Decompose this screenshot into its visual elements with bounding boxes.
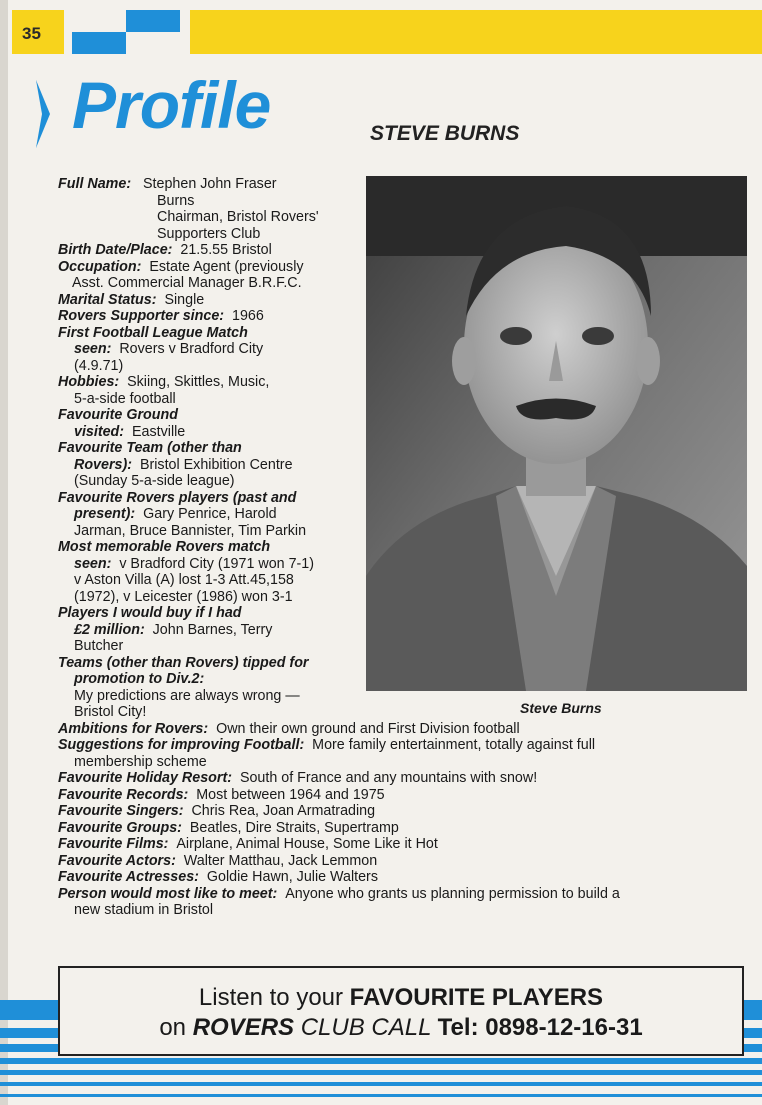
detail-row: Suggestions for improving Football: More family entertainment, totally against full bbox=[58, 737, 596, 753]
detail-row: Most memorable Rovers match bbox=[58, 539, 271, 555]
detail-row: Chairman, Bristol Rovers' bbox=[157, 209, 319, 225]
detail-row: Full Name: Stephen John Fraser bbox=[58, 176, 277, 192]
detail-row: Supporters Club bbox=[157, 225, 261, 242]
club-call-advert bbox=[58, 966, 744, 1056]
decor-block-blue bbox=[126, 10, 180, 32]
detail-row: Favourite Actors: Walter Matthau, Jack Lemmon bbox=[58, 852, 378, 869]
stripe bbox=[0, 1094, 762, 1097]
detail-row: seen: Rovers v Bradford City bbox=[74, 341, 264, 357]
detail-row: Asst. Commercial Manager B.R.F.C. bbox=[72, 275, 302, 291]
detail-row: Birth Date/Place: 21.5.55 Bristol bbox=[58, 242, 272, 258]
profile-details bbox=[58, 176, 723, 919]
advert-line-2: on ROVERS CLUB CALL Tel: 0898-12-16-31 bbox=[159, 1014, 643, 1041]
decor-block-blue bbox=[72, 32, 126, 54]
detail-row: Favourite Holiday Resort: South of France and any mountains with snow! bbox=[58, 770, 538, 786]
detail-row: Rovers Supporter since: 1966 bbox=[58, 308, 264, 324]
detail-row: Favourite Films: Airplane, Animal House, Some Like it Hot bbox=[58, 836, 438, 852]
detail-row: Ambitions for Rovers: Own their own ground and First Division football bbox=[58, 720, 520, 737]
detail-row: Favourite Actresses: Goldie Hawn, Julie Walters bbox=[58, 869, 378, 885]
photo-caption: Steve Burns bbox=[520, 700, 602, 716]
detail-row: Butcher bbox=[74, 638, 124, 654]
detail-row: Favourite Records: Most between 1964 and 1975 bbox=[58, 786, 385, 803]
detail-row: My predictions are always wrong — bbox=[74, 687, 300, 704]
subject-name: STEVE BURNS bbox=[370, 122, 520, 145]
header-bar bbox=[190, 10, 762, 54]
detail-row: seen: v Bradford City (1971 won 7-1) bbox=[74, 555, 314, 572]
detail-row: promotion to Div.2: bbox=[74, 671, 205, 687]
detail-row: (Sunday 5-a-side league) bbox=[74, 473, 235, 489]
page-gutter bbox=[0, 0, 8, 1105]
detail-row: First Football League Match bbox=[58, 324, 248, 341]
detail-row: Favourite Team (other than bbox=[58, 440, 242, 456]
page-title: Profile bbox=[72, 68, 271, 142]
detail-row: v Aston Villa (A) lost 1-3 Att.45,158 bbox=[74, 572, 294, 588]
chevron-icon-cut bbox=[36, 80, 42, 148]
detail-row: Occupation: Estate Agent (previously bbox=[58, 258, 304, 275]
detail-row: Jarman, Bruce Bannister, Tim Parkin bbox=[74, 522, 307, 539]
advert-line-1: Listen to your FAVOURITE PLAYERS bbox=[198, 984, 604, 1011]
detail-row: Favourite Singers: Chris Rea, Joan Armatrading bbox=[58, 803, 376, 819]
detail-row: Favourite Rovers players (past and bbox=[58, 489, 297, 506]
detail-row: membership scheme bbox=[74, 753, 207, 770]
stripe bbox=[0, 1070, 762, 1075]
detail-row: new stadium in Bristol bbox=[74, 902, 214, 918]
detail-row: Favourite Ground bbox=[58, 407, 178, 423]
stripe bbox=[0, 1082, 762, 1086]
detail-row: present): Gary Penrice, Harold bbox=[74, 506, 277, 522]
detail-row: Favourite Groups: Beatles, Dire Straits, Supertramp bbox=[58, 819, 399, 836]
detail-row: Rovers): Bristol Exhibition Centre bbox=[74, 456, 293, 473]
detail-row: (1972), v Leicester (1986) won 3-1 bbox=[74, 588, 293, 605]
stripe bbox=[0, 1058, 762, 1064]
detail-row: Burns bbox=[157, 192, 195, 209]
detail-row: visited: Eastville bbox=[74, 423, 186, 440]
detail-row: (4.9.71) bbox=[74, 357, 124, 374]
detail-row: Teams (other than Rovers) tipped for bbox=[58, 654, 309, 671]
detail-row: Marital Status: Single bbox=[58, 291, 205, 308]
page-number: 35 bbox=[22, 24, 41, 43]
detail-row: Person would most like to meet: Anyone who grants us planning permission to build a bbox=[58, 885, 620, 902]
detail-row: £2 million: John Barnes, Terry bbox=[74, 621, 273, 638]
detail-row: 5-a-side football bbox=[74, 390, 176, 407]
detail-row: Hobbies: Skiing, Skittles, Music, bbox=[58, 374, 270, 390]
detail-row: Players I would buy if I had bbox=[58, 605, 242, 621]
detail-row: Bristol City! bbox=[74, 704, 147, 720]
